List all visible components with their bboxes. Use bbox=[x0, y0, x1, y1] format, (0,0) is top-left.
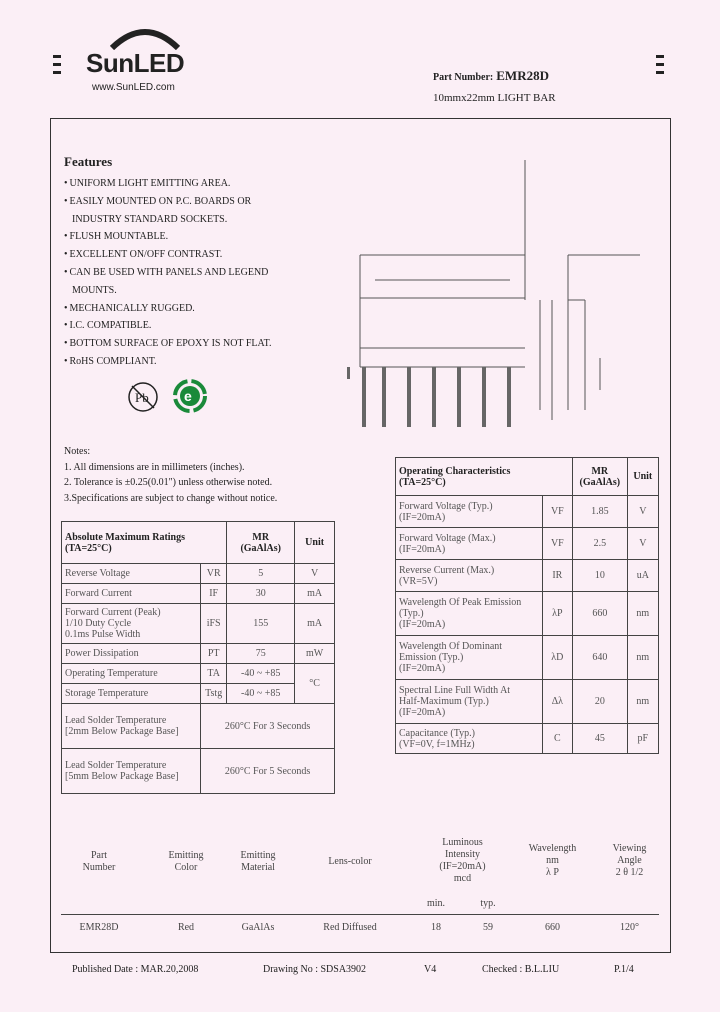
feature-item bbox=[64, 300, 324, 318]
footer-drawing-number: Drawing No : SDSA3902 bbox=[263, 964, 367, 975]
svg-text:e: e bbox=[184, 388, 192, 404]
row-val: 1.85 bbox=[573, 496, 628, 528]
table-row bbox=[396, 560, 659, 592]
table-header-unit: Unit bbox=[627, 458, 658, 496]
table-row bbox=[62, 664, 335, 684]
row-param: Wavelength Of Peak Emission (Typ.) (IF=20mA) bbox=[396, 592, 543, 636]
row-sym: VF bbox=[542, 496, 572, 528]
sel-row-material: GaAlAs bbox=[241, 922, 275, 933]
table-row bbox=[396, 724, 659, 754]
brand-logo: SunLED bbox=[86, 48, 185, 78]
row-symbol: Tstg bbox=[201, 684, 227, 704]
row-value: 155 bbox=[227, 604, 295, 644]
sel-header-angle: Viewing Angle 2 θ 1/2 bbox=[612, 843, 647, 878]
feature-text: CAN BE USED WITH PANELS AND LEGEND bbox=[69, 266, 269, 278]
sel-row-typ: 59 bbox=[483, 922, 493, 933]
operating-characteristics-table bbox=[395, 457, 659, 754]
feature-item bbox=[64, 264, 324, 282]
row-value: -40 ~ +85 bbox=[227, 664, 295, 684]
feature-item bbox=[64, 246, 324, 264]
bullet-icon: • bbox=[64, 355, 68, 367]
feature-item bbox=[64, 335, 324, 353]
logo-arc bbox=[110, 22, 180, 50]
row-symbol: iFS bbox=[201, 604, 227, 644]
row-param: Storage Temperature bbox=[62, 684, 201, 704]
row-value: 30 bbox=[227, 584, 295, 604]
row-param: Forward Current bbox=[62, 584, 201, 604]
row-value: 260°C For 3 Seconds bbox=[201, 704, 335, 749]
table-row bbox=[396, 680, 659, 724]
row-unit: pF bbox=[627, 724, 658, 754]
table-header-param: Operating Characteristics (TA=25°C) bbox=[396, 458, 573, 496]
row-val: 640 bbox=[573, 636, 628, 680]
table-row bbox=[62, 644, 335, 664]
row-param: Lead Solder Temperature [2mm Below Package Base] bbox=[62, 704, 201, 749]
row-unit: mA bbox=[295, 584, 335, 604]
bullet-icon: • bbox=[64, 320, 68, 332]
row-sym: VF bbox=[542, 528, 572, 560]
row-sym: Δλ bbox=[542, 680, 572, 724]
bullet-icon: • bbox=[64, 195, 68, 207]
row-sym: λP bbox=[542, 592, 572, 636]
row-unit: mW bbox=[295, 644, 335, 664]
row-param: Spectral Line Full Width At Half-Maximum (Typ.) (IF=20mA) bbox=[396, 680, 543, 724]
sel-row-angle: 120° bbox=[620, 922, 639, 933]
note-line: 2. Tolerance is ±0.25(0.01") unless otherwise noted. bbox=[64, 477, 273, 488]
part-number-label: Part Number: bbox=[433, 72, 494, 83]
row-unit: V bbox=[627, 496, 658, 528]
row-unit: mA bbox=[295, 604, 335, 644]
table-row bbox=[62, 564, 335, 584]
row-unit: V bbox=[627, 528, 658, 560]
table-row bbox=[396, 636, 659, 680]
feature-item bbox=[64, 228, 324, 246]
sel-row-color: Red bbox=[177, 922, 195, 933]
part-description: 10mmx22mm LIGHT BAR bbox=[433, 92, 556, 104]
row-val: 660 bbox=[573, 592, 628, 636]
row-unit: nm bbox=[627, 636, 658, 680]
feature-text: RoHS COMPLIANT. bbox=[69, 355, 157, 367]
row-param: Reverse Voltage bbox=[62, 564, 201, 584]
row-val: 20 bbox=[573, 680, 628, 724]
sel-header-min: min. bbox=[426, 898, 446, 909]
row-value: -40 ~ +85 bbox=[227, 684, 295, 704]
package-dimension-drawing bbox=[330, 155, 665, 440]
row-symbol: PT bbox=[201, 644, 227, 664]
table-header-mr: MR (GaAlAs) bbox=[573, 458, 628, 496]
row-unit: V bbox=[295, 564, 335, 584]
sel-header-wavelength: Wavelength nm λ P bbox=[528, 843, 577, 878]
feature-text: MOUNTS. bbox=[72, 284, 117, 296]
feature-text: MECHANICALLY RUGGED. bbox=[69, 302, 195, 314]
sel-header-lens: Lens-color bbox=[328, 856, 372, 867]
header-mark-right bbox=[656, 63, 664, 66]
feature-text: UNIFORM LIGHT EMITTING AREA. bbox=[69, 178, 231, 189]
features-list bbox=[64, 175, 324, 371]
row-symbol: IF bbox=[201, 584, 227, 604]
row-param: Wavelength Of Dominant Emission (Typ.) (IF=20mA) bbox=[396, 636, 543, 680]
table-row bbox=[62, 684, 335, 704]
bullet-icon: • bbox=[64, 178, 68, 189]
feature-text: EASILY MOUNTED ON P.C. BOARDS OR bbox=[69, 195, 252, 207]
sel-divider bbox=[61, 914, 659, 915]
sel-header-intensity: Luminous Intensity (IF=20mA) mcd bbox=[439, 837, 486, 884]
bullet-icon: • bbox=[64, 338, 68, 350]
sel-header-part: Part Number bbox=[82, 850, 116, 873]
bullet-icon: • bbox=[64, 231, 68, 243]
row-val: 45 bbox=[573, 724, 628, 754]
sel-row-lens: Red Diffused bbox=[323, 922, 377, 933]
bullet-icon: • bbox=[64, 302, 68, 314]
feature-text: INDUSTRY STANDARD SOCKETS. bbox=[72, 213, 228, 225]
sel-row-part: EMR28D bbox=[79, 922, 119, 933]
row-sym: IR bbox=[542, 560, 572, 592]
row-param: Operating Temperature bbox=[62, 664, 201, 684]
row-symbol: TA bbox=[201, 664, 227, 684]
row-sym: λD bbox=[542, 636, 572, 680]
table-row bbox=[62, 604, 335, 644]
feature-text: EXCELLENT ON/OFF CONTRAST. bbox=[69, 249, 223, 261]
row-param: Forward Current (Peak) 1/10 Duty Cycle 0.1ms Pulse Width bbox=[62, 604, 201, 644]
table-row bbox=[396, 496, 659, 528]
header-mark-right bbox=[656, 71, 664, 74]
absolute-max-ratings-table bbox=[61, 521, 335, 794]
header-mark-left bbox=[53, 63, 61, 66]
row-param: Forward Voltage (Max.) (IF=20mA) bbox=[396, 528, 543, 560]
row-val: 2.5 bbox=[573, 528, 628, 560]
notes-title: Notes: bbox=[64, 446, 91, 457]
footer-page: P.1/4 bbox=[614, 964, 634, 975]
row-val: 10 bbox=[573, 560, 628, 592]
pb-free-icon bbox=[126, 380, 160, 414]
row-param: Power Dissipation bbox=[62, 644, 201, 664]
row-param: Forward Voltage (Typ.) (IF=20mA) bbox=[396, 496, 543, 528]
row-param: Capacitance (Typ.) (VF=0V, f=1MHz) bbox=[396, 724, 543, 754]
footer-checked-by: Checked : B.L.LIU bbox=[482, 964, 560, 975]
website-link[interactable]: www.SunLED.com bbox=[92, 82, 175, 93]
header-mark-left bbox=[53, 71, 61, 74]
table-row bbox=[396, 528, 659, 560]
table-row bbox=[396, 592, 659, 636]
footer-published-date: Published Date : MAR.20,2008 bbox=[72, 964, 199, 975]
sel-row-wavelength: 660 bbox=[545, 922, 560, 933]
table-row bbox=[62, 749, 335, 794]
table-header-param: Absolute Maximum Ratings (TA=25°C) bbox=[62, 522, 227, 564]
feature-item bbox=[64, 317, 324, 335]
row-symbol: VR bbox=[201, 564, 227, 584]
row-unit: °C bbox=[295, 664, 335, 704]
feature-item bbox=[64, 353, 324, 371]
bullet-icon: • bbox=[64, 266, 68, 278]
part-number-header bbox=[433, 68, 549, 84]
feature-item bbox=[64, 193, 324, 211]
header-mark-right bbox=[656, 55, 664, 58]
header-mark-left bbox=[53, 55, 61, 58]
feature-text: I.C. COMPATIBLE. bbox=[69, 320, 152, 332]
sel-header-typ: typ. bbox=[480, 898, 496, 909]
sel-header-color: Emitting Color bbox=[168, 850, 204, 873]
row-unit: nm bbox=[627, 680, 658, 724]
feature-text: BOTTOM SURFACE OF EPOXY IS NOT FLAT. bbox=[69, 338, 272, 350]
row-value: 5 bbox=[227, 564, 295, 584]
row-sym: C bbox=[542, 724, 572, 754]
table-row bbox=[62, 584, 335, 604]
svg-text:Pb: Pb bbox=[135, 390, 149, 405]
feature-item bbox=[64, 282, 324, 300]
notes-block bbox=[64, 444, 277, 506]
row-unit: uA bbox=[627, 560, 658, 592]
note-line: 3.Specifications are subject to change without notice. bbox=[64, 492, 278, 504]
features-title: Features bbox=[64, 154, 113, 169]
table-header-mr: MR (GaAlAs) bbox=[227, 522, 295, 564]
bullet-icon: • bbox=[64, 249, 68, 261]
feature-text: FLUSH MOUNTABLE. bbox=[69, 231, 169, 243]
row-value: 75 bbox=[227, 644, 295, 664]
table-header-unit: Unit bbox=[295, 522, 335, 564]
e-recycle-icon bbox=[172, 378, 208, 414]
table-row bbox=[62, 704, 335, 749]
part-number-value: EMR28D bbox=[496, 68, 549, 83]
sel-row-min: 18 bbox=[431, 922, 441, 933]
row-value: 260°C For 5 Seconds bbox=[201, 749, 335, 794]
note-line: 1. All dimensions are in millimeters (inches). bbox=[64, 461, 245, 473]
row-param: Lead Solder Temperature [5mm Below Package Base] bbox=[62, 749, 201, 794]
feature-item bbox=[64, 211, 324, 229]
row-unit: nm bbox=[627, 592, 658, 636]
sel-header-material: Emitting Material bbox=[240, 850, 276, 873]
feature-item bbox=[64, 175, 324, 193]
row-param: Reverse Current (Max.) (VR=5V) bbox=[396, 560, 543, 592]
footer-version: V4 bbox=[424, 964, 437, 975]
